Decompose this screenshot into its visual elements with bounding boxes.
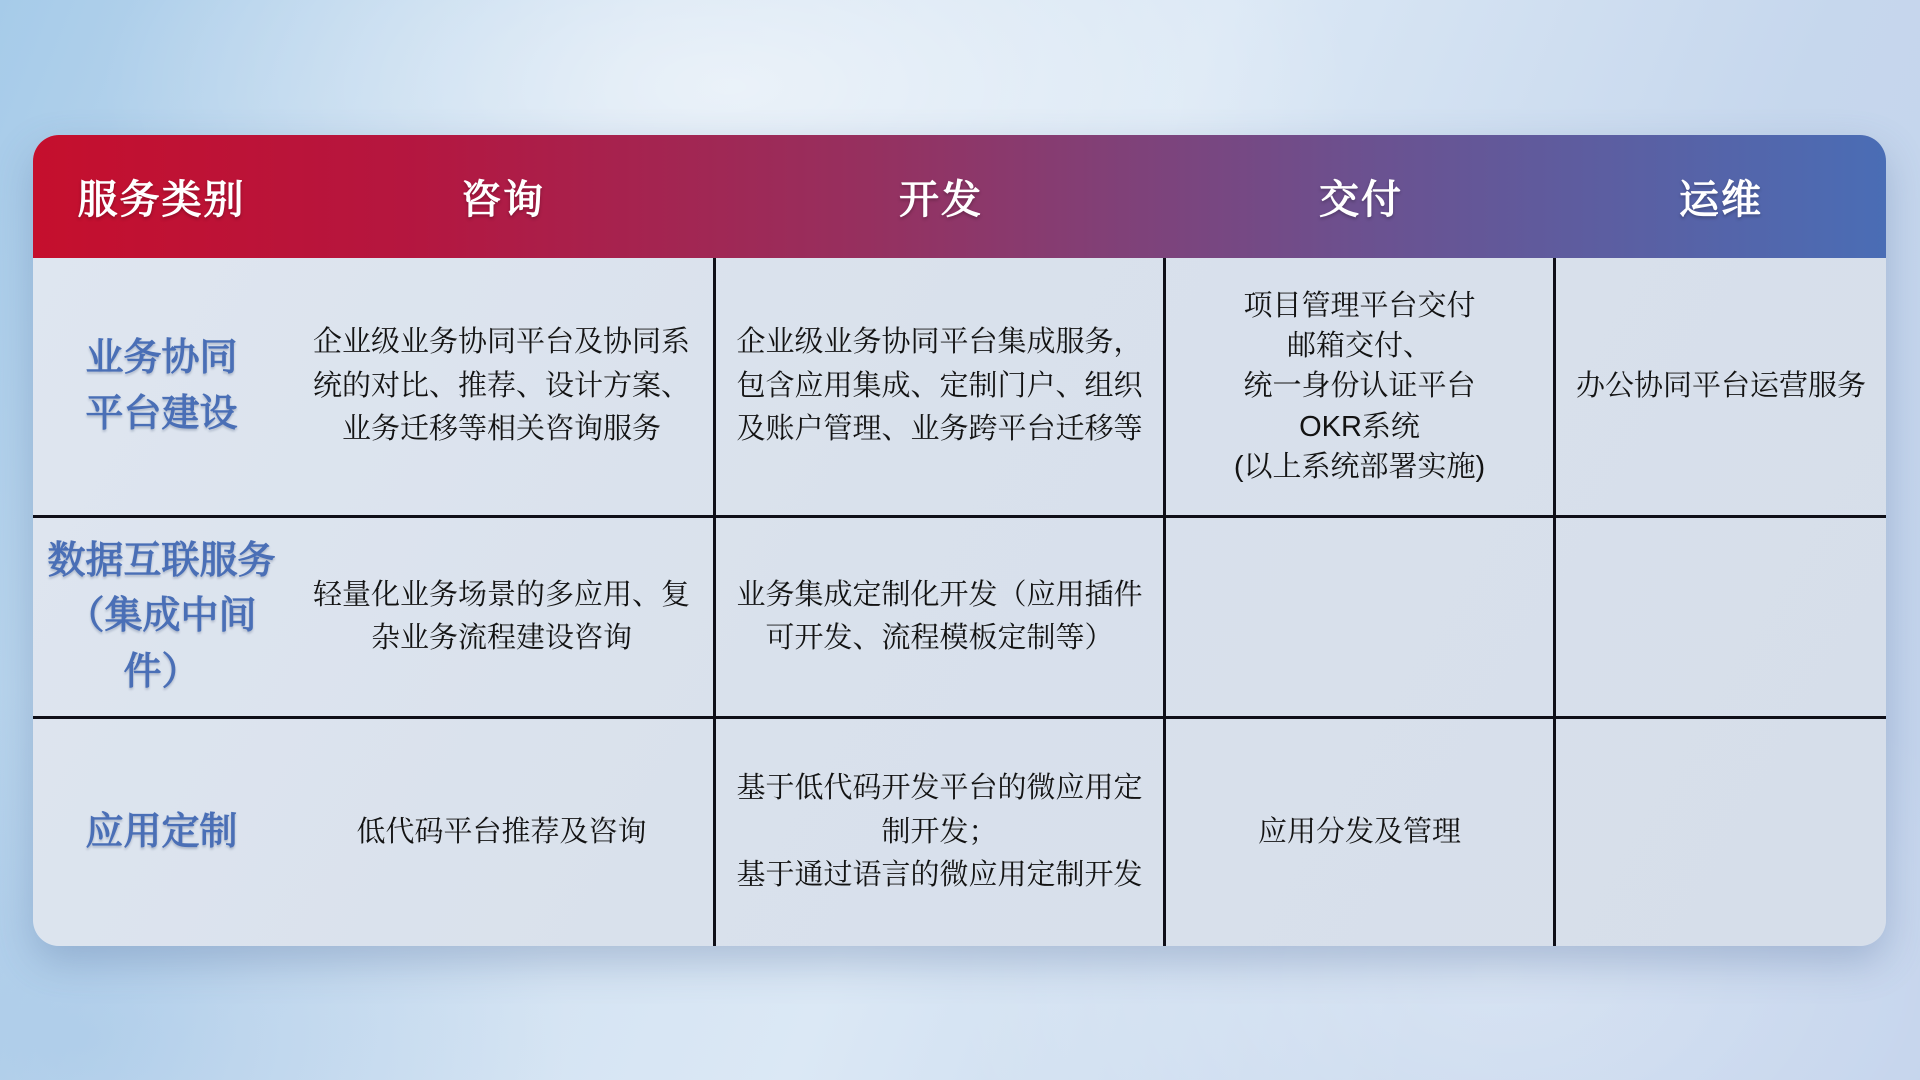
header-cell-consulting: 咨询 bbox=[461, 178, 545, 222]
cell-r3-delivery: 应用分发及管理 bbox=[1166, 719, 1556, 946]
cell-r2-operations-empty bbox=[1556, 518, 1886, 719]
header-cell-operations: 运维 bbox=[1679, 178, 1763, 222]
cell-r1-operations: 办公协同平台运营服务 bbox=[1556, 258, 1886, 518]
cell-r1-development: 企业级业务协同平台集成服务，包含应用集成、定制门户、组织及账户管理、业务跨平台迁移等 bbox=[716, 258, 1166, 518]
row-category-app-customization: 应用定制 bbox=[85, 810, 238, 853]
row-category-collaboration-platform: 业务协同 平台建设 bbox=[33, 258, 290, 518]
header-cell-delivery: 交付 bbox=[1319, 178, 1403, 222]
header-cell-service-category: 服务类别 bbox=[77, 178, 246, 222]
table-body bbox=[33, 258, 1886, 946]
cell-r3-operations-empty bbox=[1556, 719, 1886, 946]
header-cell-development: 开发 bbox=[899, 178, 983, 222]
row-category-data-interconnect: 数据互联服务 （集成中间件） bbox=[33, 518, 290, 719]
cell-r3-development: 基于低代码开发平台的微应用定制开发； 基于通过语言的微应用定制开发 bbox=[716, 719, 1166, 946]
cell-r2-consulting: 轻量化业务场景的多应用、复杂业务流程建设咨询 bbox=[290, 518, 716, 719]
cell-r2-development: 业务集成定制化开发（应用插件可开发、流程模板定制等） bbox=[716, 518, 1166, 719]
table-header-row bbox=[33, 135, 1886, 258]
service-matrix-table bbox=[33, 135, 1886, 946]
cell-r1-delivery: 项目管理平台交付 邮箱交付、 统一身份认证平台 OKR系统 (以上系统部署实施) bbox=[1166, 258, 1556, 518]
cell-r3-consulting: 低代码平台推荐及咨询 bbox=[290, 719, 716, 946]
cell-r1-consulting: 企业级业务协同平台及协同系统的对比、推荐、设计方案、业务迁移等相关咨询服务 bbox=[290, 258, 716, 518]
cell-r2-delivery-empty bbox=[1166, 518, 1556, 719]
